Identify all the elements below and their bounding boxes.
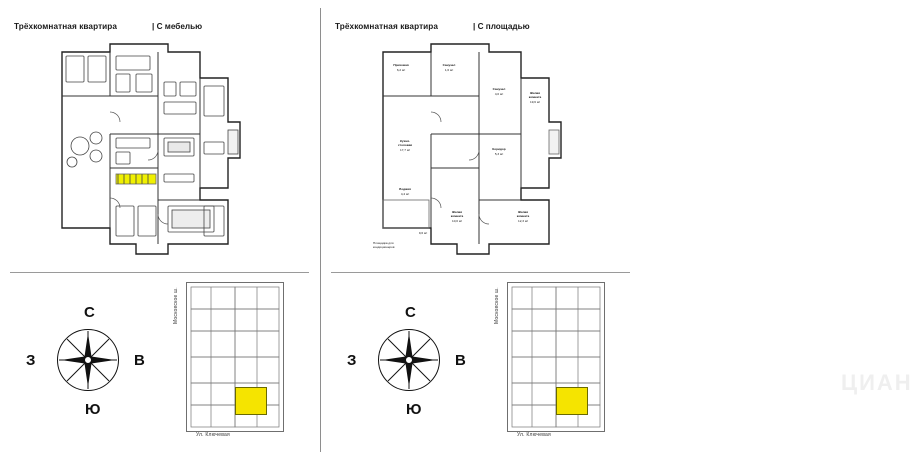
left-plan-area — [0, 34, 319, 268]
compass-star-icon — [378, 329, 440, 391]
svg-text:Жилая: Жилая — [529, 91, 541, 95]
svg-text:17,7 м²: 17,7 м² — [399, 148, 411, 152]
svg-text:12,3 м²: 12,3 м² — [517, 219, 529, 223]
highlighted-apartment — [556, 387, 588, 415]
svg-text:Кухня-: Кухня- — [399, 139, 411, 143]
highlighted-apartment — [235, 387, 267, 415]
right-title-text: Трёхкомнатная квартира — [335, 22, 439, 31]
left-horizontal-divider — [10, 272, 309, 273]
svg-text:Жилая: Жилая — [517, 210, 529, 214]
svg-text:комната: комната — [528, 95, 542, 99]
svg-text:5,3 м²: 5,3 м² — [494, 152, 504, 156]
left-compass — [24, 300, 154, 430]
street-label-horizontal: Ул. Ключевая — [517, 432, 551, 438]
svg-text:19,6 м²: 19,6 м² — [529, 100, 541, 104]
panel-furnished — [0, 0, 319, 460]
svg-text:10,0 м²: 10,0 м² — [451, 219, 463, 223]
svg-text:Прихожая: Прихожая — [393, 63, 409, 67]
furnished-floorplan — [50, 38, 270, 264]
right-horizontal-divider — [331, 272, 630, 273]
svg-text:Жилая: Жилая — [451, 210, 463, 214]
street-label-vertical: Московское ш. — [173, 287, 179, 324]
left-subtitle — [152, 22, 202, 31]
left-title — [14, 22, 117, 31]
panel-areas — [321, 0, 913, 460]
street-label-vertical: Московское ш. — [494, 287, 500, 324]
svg-text:кондиционеров: кондиционеров — [373, 245, 395, 249]
compass-label-north: С — [84, 304, 95, 321]
left-subtitle-text: С мебелью — [156, 22, 203, 31]
right-compass — [345, 300, 475, 430]
left-title-bar: | — [152, 22, 155, 31]
compass-label-south: Ю — [406, 401, 422, 418]
right-title — [335, 22, 438, 31]
area-floorplan — [371, 38, 591, 264]
svg-text:9,6 м²: 9,6 м² — [418, 231, 428, 235]
svg-text:1,6 м²: 1,6 м² — [444, 68, 454, 72]
building-outline — [186, 282, 284, 432]
svg-text:4,0 м²: 4,0 м² — [494, 92, 504, 96]
left-building-locator — [173, 282, 296, 442]
svg-text:Площадка для: Площадка для — [373, 241, 394, 245]
svg-text:столовая: столовая — [397, 143, 413, 147]
svg-text:Санузел: Санузел — [442, 63, 456, 67]
svg-text:4,4 м²: 4,4 м² — [400, 192, 410, 196]
street-label-horizontal: Ул. Ключевая — [196, 432, 230, 438]
compass-label-west: З — [26, 352, 36, 369]
compass-label-east: В — [134, 352, 145, 369]
left-title-text: Трёхкомнатная квартира — [14, 22, 118, 31]
right-subtitle-text: С площадью — [477, 22, 530, 31]
right-title-bar: | — [473, 22, 476, 31]
svg-text:6,2 м²: 6,2 м² — [396, 68, 406, 72]
room-label-group — [373, 63, 542, 249]
svg-text:Лоджия: Лоджия — [399, 187, 411, 191]
compass-label-west: З — [347, 352, 357, 369]
svg-text:комната: комната — [450, 214, 464, 218]
watermark: ЦИАН — [841, 370, 913, 395]
building-outline — [507, 282, 605, 432]
compass-label-east: В — [455, 352, 466, 369]
svg-text:Коридор: Коридор — [492, 147, 506, 151]
svg-text:Санузел: Санузел — [492, 87, 506, 91]
compass-label-north: С — [405, 304, 416, 321]
right-plan-area — [321, 34, 640, 268]
right-subtitle — [473, 22, 530, 31]
svg-text:комната: комната — [516, 214, 530, 218]
compass-label-south: Ю — [85, 401, 101, 418]
right-building-locator — [494, 282, 617, 442]
compass-star-icon — [57, 329, 119, 391]
